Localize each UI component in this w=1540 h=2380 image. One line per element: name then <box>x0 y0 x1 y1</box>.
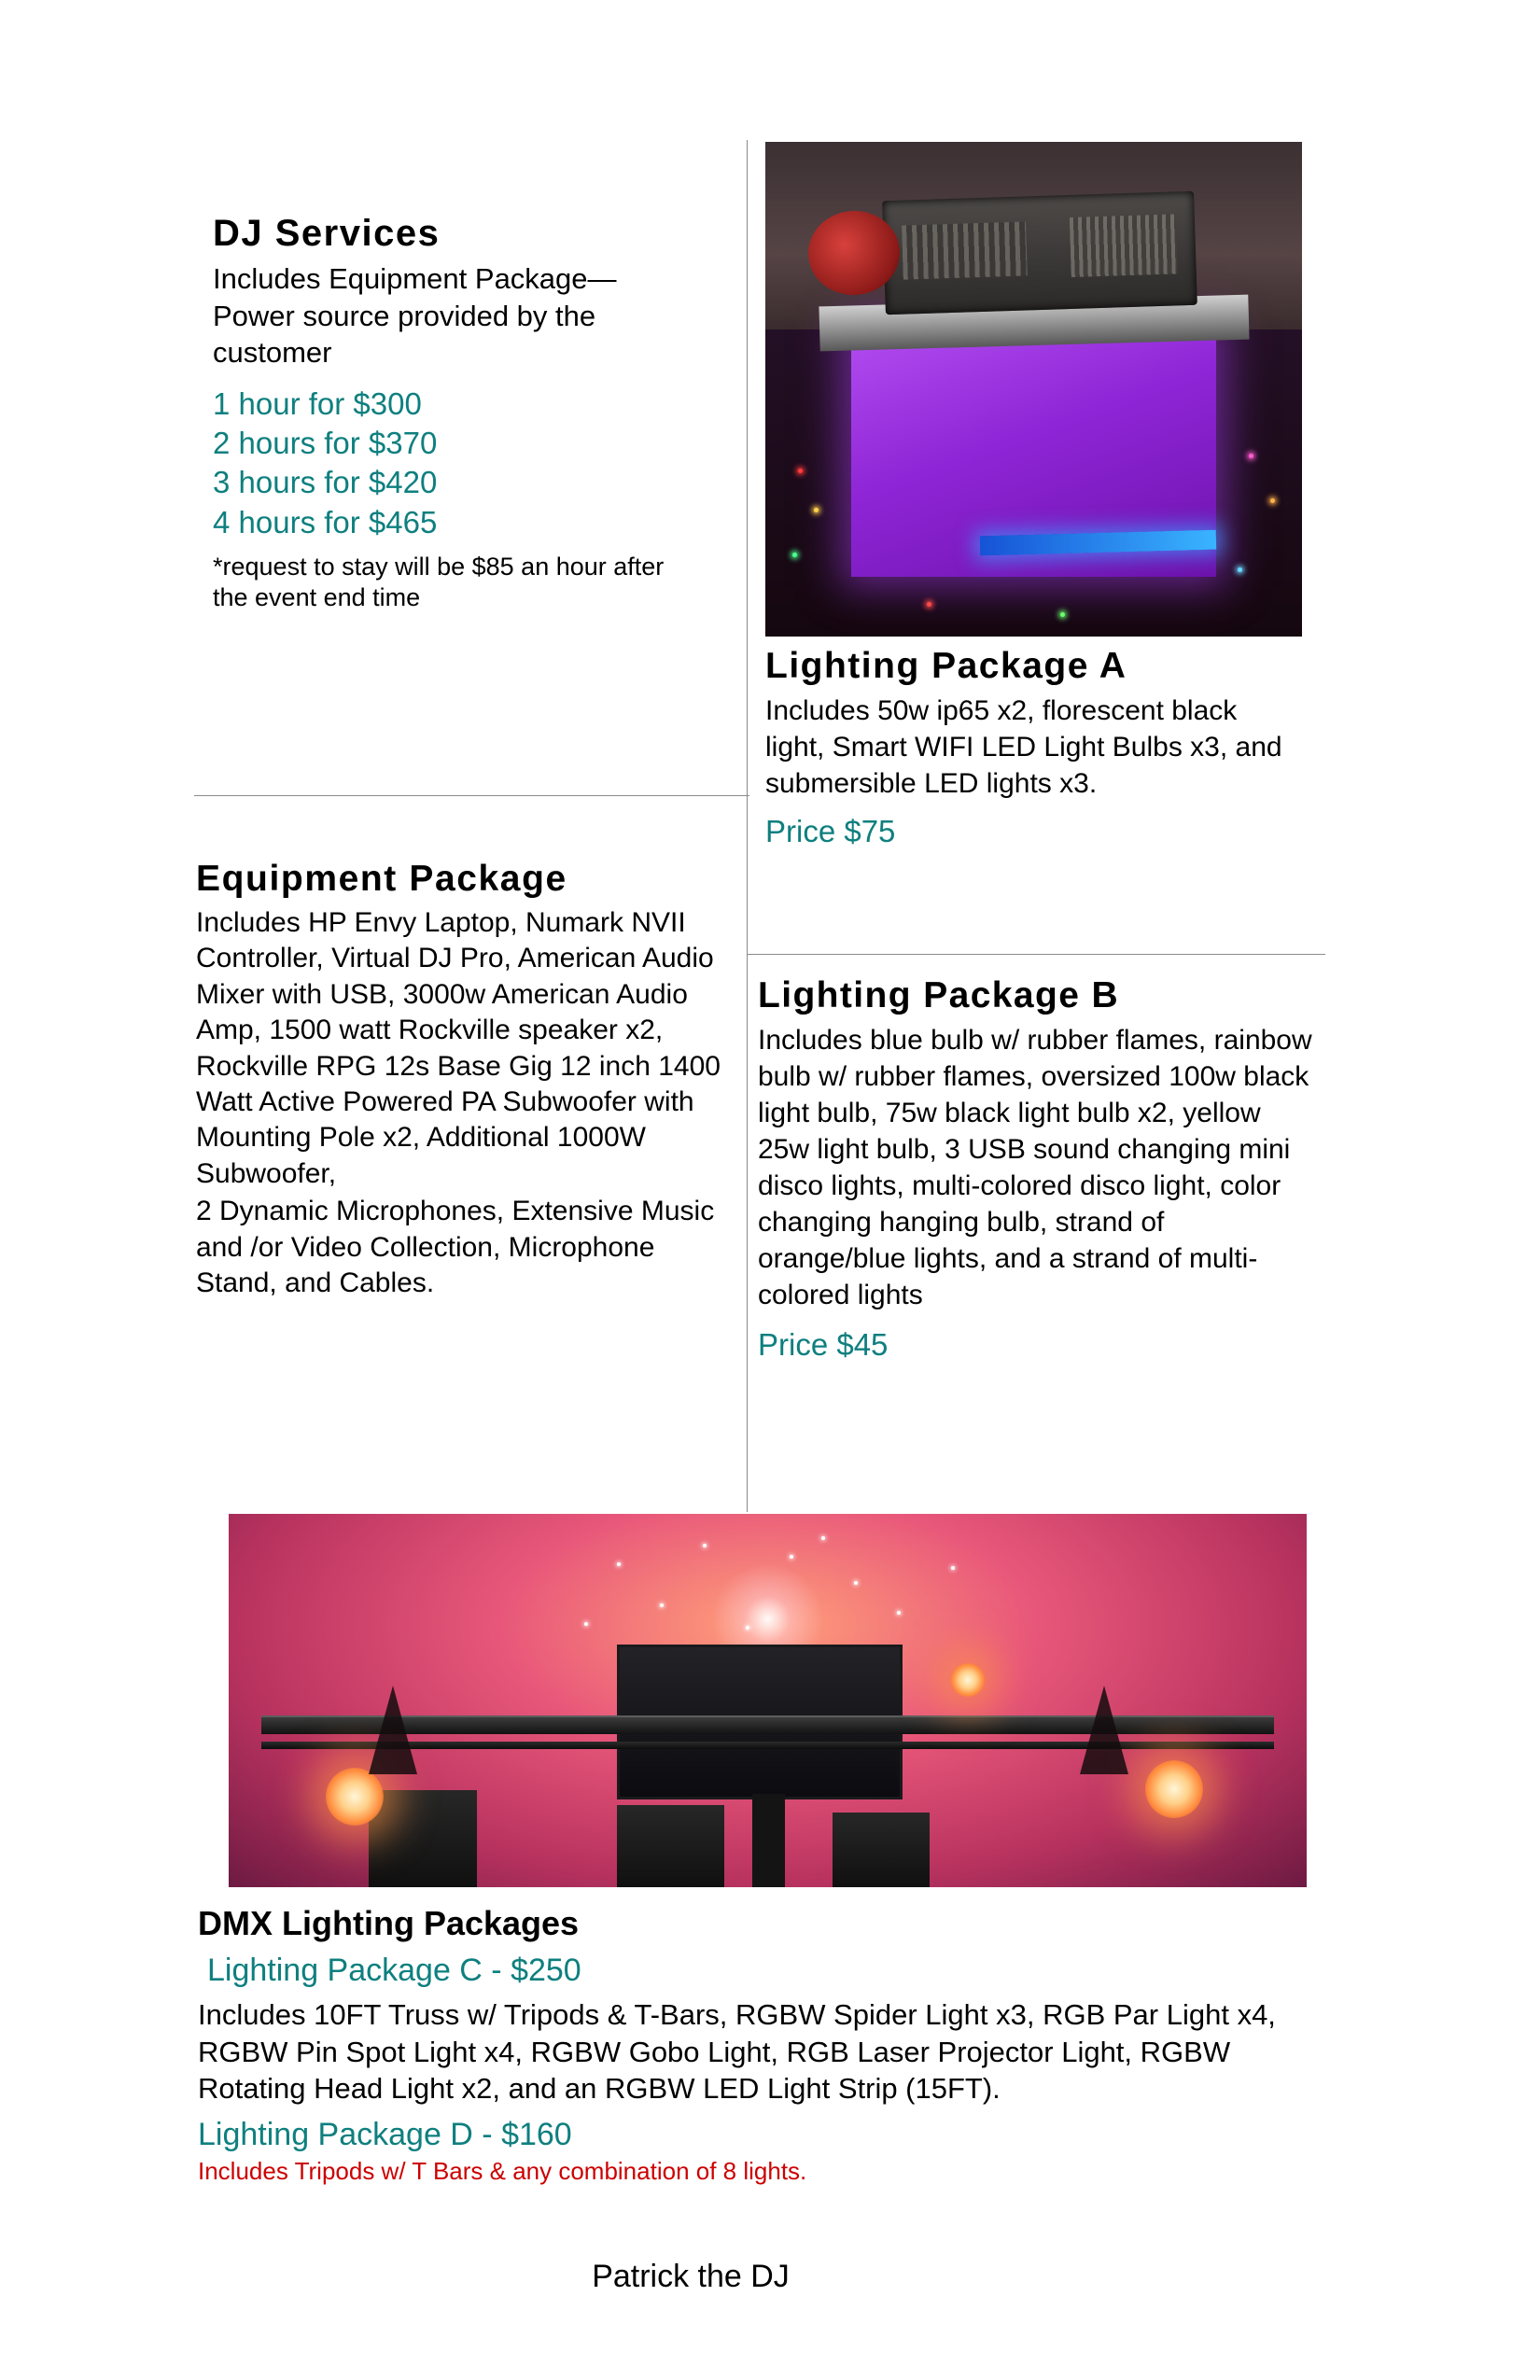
photo-tv-stand <box>752 1794 785 1887</box>
lighting-package-d-description: Includes Tripods w/ T Bars & any combination of 8 lights. <box>198 2157 807 2186</box>
equipment-package-section <box>196 859 733 1301</box>
dj-price-3: 3 hours for $420 <box>213 465 438 500</box>
lighting-package-b-section <box>758 975 1318 1364</box>
photo-tripod-left <box>369 1686 417 1774</box>
photo-string-light <box>1060 612 1065 617</box>
dj-services-title: DJ Services <box>213 213 441 254</box>
photo-dj-controller <box>882 191 1197 315</box>
photo-tripod-right <box>1080 1686 1128 1774</box>
footer-business-name-text: Patrick the DJ <box>592 2259 790 2294</box>
dj-services-section <box>213 213 698 613</box>
photo-speaker-center <box>617 1805 725 1887</box>
lighting-b-title: Lighting Package B <box>758 975 1120 1015</box>
lighting-package-d-title: Lighting Package D - $160 <box>198 2117 572 2153</box>
dj-price-1: 1 hour for $300 <box>213 386 422 422</box>
dmx-lighting-section <box>198 1904 1327 2186</box>
photo-string-light <box>927 602 931 607</box>
equipment-package-title: Equipment Package <box>196 859 567 899</box>
photo-speaker-left <box>369 1790 477 1887</box>
lighting-a-price: Price $75 <box>765 814 896 848</box>
dmx-title: DMX Lighting Packages <box>198 1904 580 1942</box>
dj-services-note: *request to stay will be $85 an hour after the event end time <box>213 552 665 611</box>
equipment-package-description-2: 2 Dynamic Microphones, Extensive Music and /or Video Collection, Microphone Stand, and Cables. <box>196 1196 715 1298</box>
lighting-a-title: Lighting Package A <box>765 646 1127 686</box>
divider-vertical <box>747 140 748 1512</box>
lighting-a-description: Includes 50w ip65 x2, florescent black light, Smart WIFI LED Light Bulbs x3, and submersible LED lights x3. <box>765 695 1282 799</box>
photo-string-light <box>792 553 797 557</box>
lighting-package-a-section <box>765 646 1297 850</box>
photo-string-light <box>798 469 803 473</box>
photo-string-light <box>1238 567 1242 572</box>
lighting-package-c-description: Includes 10FT Truss w/ Tripods & T-Bars, RGBW Spider Light x3, RGB Par Light x4, RGBW Pin Spot Light x4, RGBW Gobo Light, RGB Laser Projector Light, RGBW Rotating Head Light x2, and an RGBW LED Light Strip (15FT). <box>198 1998 1276 2106</box>
photo-spot-light-right <box>1145 1760 1203 1818</box>
dj-services-description: Includes Equipment Package—Power source provided by the customer <box>213 262 617 370</box>
photo-spot-light-mid <box>951 1663 985 1697</box>
lighting-b-price: Price $45 <box>758 1327 889 1362</box>
divider-top-left <box>194 795 749 796</box>
photo-string-light <box>814 508 819 512</box>
photo-spot-light-left <box>326 1768 384 1826</box>
footer-business-name <box>0 2259 1540 2295</box>
dj-services-price-list <box>213 385 698 542</box>
dj-price-2: 2 hours for $370 <box>213 426 438 461</box>
lighting-package-c-title: Lighting Package C - $250 <box>207 1953 581 1988</box>
photo-speaker-right <box>833 1813 930 1887</box>
equipment-package-description: Includes HP Envy Laptop, Numark NVII Controller, Virtual DJ Pro, American Audio Mixer with USB, 3000w American Audio Amp, 1500 watt Rockville speaker x2, Rockville RPG 12s Base Gig 12 inch 1400 Watt Active Powered PA Subwoofer with Mounting Pole x2, Additional 1000W Subwoofer, <box>196 907 721 1189</box>
dj-price-4: 4 hours for $465 <box>213 504 438 539</box>
dj-booth-photo <box>765 142 1302 637</box>
photo-string-light <box>1249 454 1253 458</box>
photo-string-light <box>1270 498 1275 503</box>
divider-lighting-a-b <box>747 954 1325 955</box>
lighting-b-description: Includes blue bulb w/ rubber flames, rainbow bulb w/ rubber flames, oversized 100w black light bulb, 75w black light bulb x2, yellow 25w light bulb, 3 USB sound changing mini disco lights, multi-colored disco light, color changing hanging bulb, strand of orange/blue lights, and a strand of multi-colored lights <box>758 1025 1312 1310</box>
truss-lighting-photo <box>229 1514 1307 1887</box>
